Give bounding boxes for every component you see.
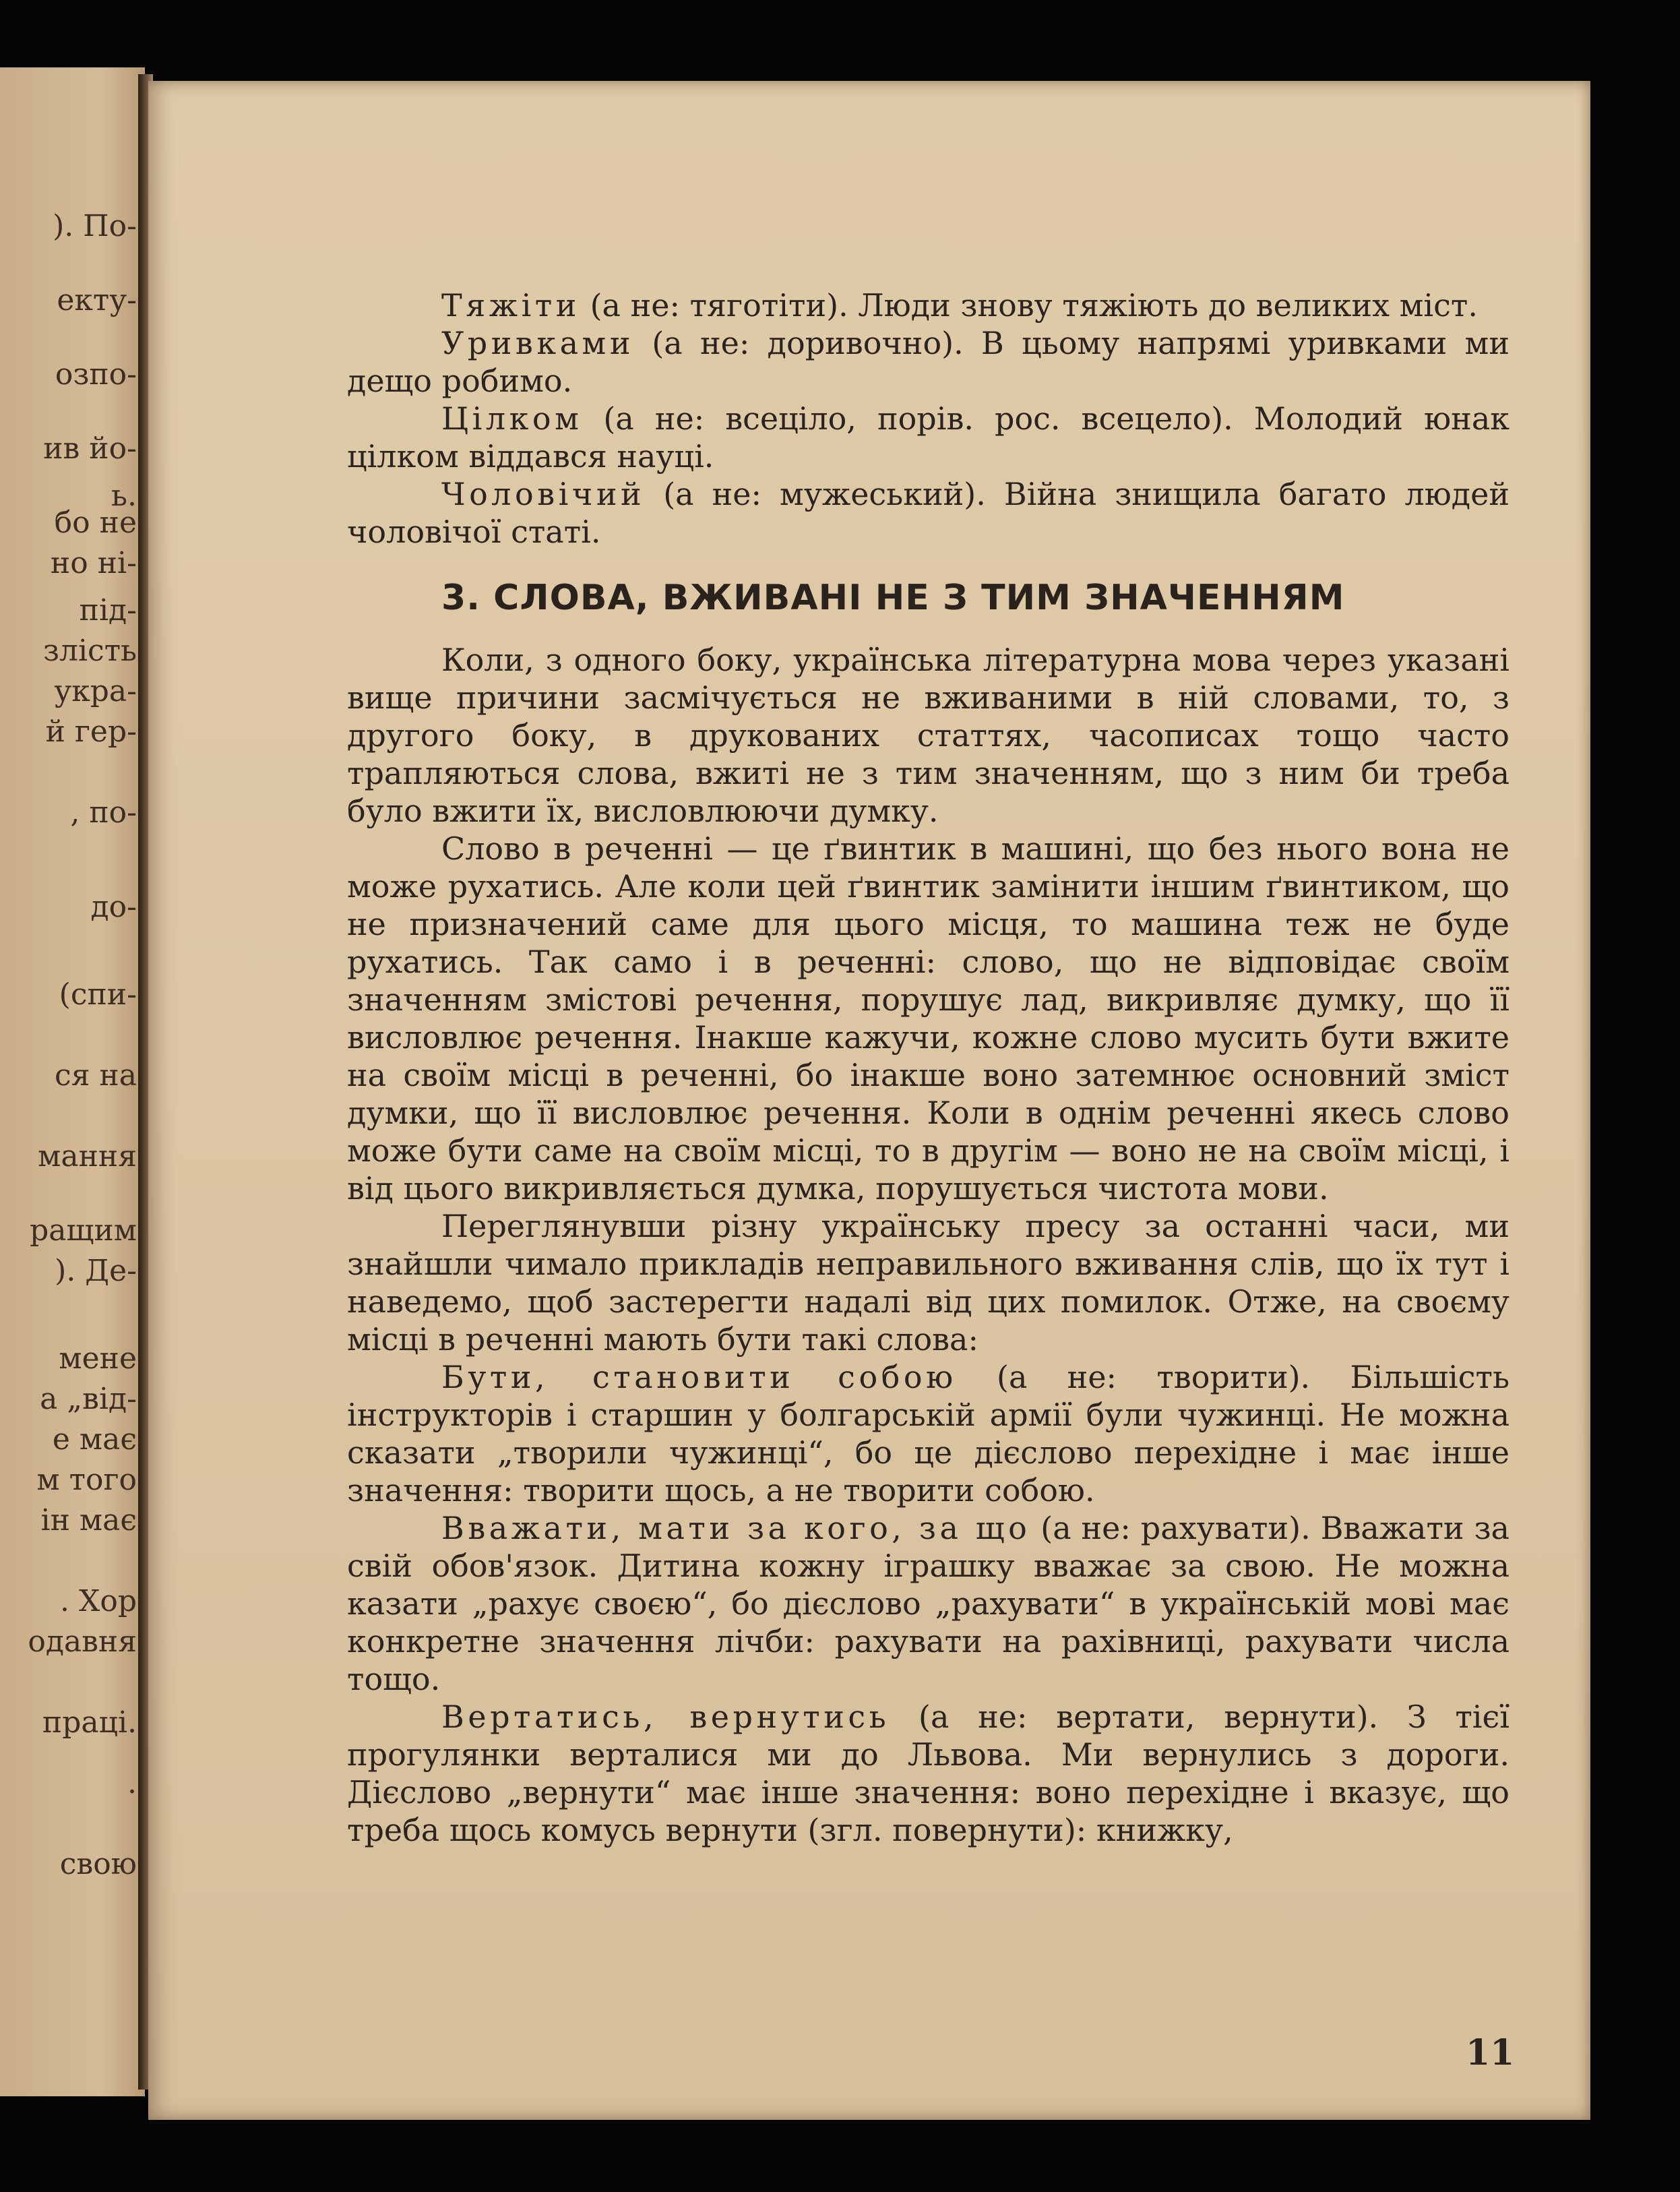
- entry-text: (а не: тяготіти). Люди знову тяжіють до великих міст.: [580, 287, 1478, 324]
- body-paragraph: Коли, з одного боку, українська літературна мова через указані вище причини засмічується не вживаними в ній словами, то, з другого боку, в друкованих статтях, часописах тощо часто трапляються слова, вжиті не з тим значенням, що з ним би треба було вжити їх, висловлюючи думку.: [347, 642, 1510, 829]
- entry-term: Вважати, мати за кого, за що: [441, 1510, 1031, 1546]
- left-page-fragment: праці.: [42, 1705, 137, 1740]
- current-page: [148, 81, 1590, 2120]
- left-page-fragment: укра-: [54, 674, 137, 708]
- entry-term: Уривками: [441, 325, 635, 361]
- left-page-fragment: ив йо-: [43, 431, 137, 466]
- dictionary-entry: [347, 1698, 1510, 1849]
- entry-text: (а не: доривочно). В цьому напрямі уривками ми дещо робимо.: [347, 325, 1510, 399]
- left-page-fragment: ін має: [40, 1503, 137, 1538]
- page-body: [347, 286, 1510, 1849]
- left-page-fragment: одавня: [28, 1624, 137, 1659]
- dictionary-entry: [347, 324, 1510, 400]
- paragraphs: [347, 641, 1510, 1358]
- entry-term: Цілком: [441, 400, 583, 437]
- left-page-fragment: ь.: [111, 479, 137, 513]
- entry-term: Чоловічий: [441, 476, 646, 512]
- section-heading: 3. СЛОВА, ВЖИВАНІ НЕ З ТИМ ЗНАЧЕННЯМ: [441, 578, 1345, 618]
- left-page-fragment: озпо-: [55, 357, 137, 392]
- left-page-fragment: . Хор: [60, 1584, 137, 1618]
- left-page-fragment: но ні-: [50, 546, 137, 580]
- dictionary-entry: [347, 475, 1510, 551]
- previous-page: [0, 67, 145, 2096]
- left-page-fragment: ). По-: [53, 209, 137, 243]
- entry-text: (а не: вертати, вернути). З тієї прогулянки верталися ми до Львова. Ми вернулись з дороги. Дієслово „вернути“ має інше значення: воно перехідне і вказує, що треба щось комусь вернути (згл. повернути): книжку,: [347, 1699, 1510, 1848]
- left-page-fragment: е має: [52, 1422, 137, 1457]
- body-paragraph: Слово в реченні — це ґвинтик в машині, що без нього вона не може рухатись. Але коли цей ґвинтик замінити іншим ґвинтиком, що не призначений саме для цього місця, то машина теж не буде рухатись. Так само і в реченні: слово, що не відповідає своїм значенням змістові речення, порушує лад, викривляє думку, що її висловлює речення. Інакше кажучи, кожне слово мусить бути вжите на своїм місці в реченні, бо інакше воно затемнює основний зміст думки, що її висловлює речення. Коли в однім реченні якесь слово може бути саме на своїм місці, то в другім — воно не на своїм місці, і від цього викривляється думка, порушується чистота мови.: [347, 830, 1510, 1207]
- entry-text: (а не: творити). Більшість інструкторів і старшин у болгарській армії були чужинці. Не можна сказати „творили чужинці“, бо це дієслово перехідне і має інше значення: творити щось, а не творити собою.: [347, 1359, 1510, 1509]
- dictionary-entry: [347, 400, 1510, 475]
- entry-term: Вертатись, вернутись: [441, 1699, 890, 1735]
- entry-term: Бути, становити собою: [441, 1359, 957, 1395]
- left-page-fragment: злість: [43, 634, 137, 668]
- page-number: 11: [1466, 2032, 1515, 2073]
- left-page-fragment: м того: [36, 1463, 137, 1497]
- left-page-fragment: свою: [59, 1847, 137, 1881]
- dictionary-entry: [347, 1509, 1510, 1698]
- entry-term: Тяжіти: [441, 287, 580, 324]
- left-page-fragment: бо не: [54, 506, 137, 540]
- left-page-fragment: мене: [59, 1341, 137, 1376]
- dictionary-entry: [347, 1358, 1510, 1509]
- left-page-fragment: .: [127, 1766, 137, 1800]
- left-page-fragment: ращим: [30, 1213, 137, 1248]
- entry-text: (а не: мужеський). Війна знищила багато людей чоловічої статі.: [347, 476, 1510, 550]
- entries-bottom: [347, 1358, 1510, 1849]
- left-page-fragment: (спи-: [59, 977, 137, 1012]
- left-page-fragment: екту-: [57, 283, 137, 317]
- left-page-fragment: й гер-: [45, 714, 137, 749]
- left-page-fragment: а „від-: [40, 1382, 137, 1416]
- left-page-fragment: до-: [90, 890, 137, 924]
- left-page-fragment: , по-: [70, 795, 137, 830]
- entries-top: [347, 286, 1510, 551]
- left-page-fragment: під-: [79, 593, 137, 628]
- left-page-fragment: ся на: [55, 1058, 137, 1093]
- body-paragraph: Переглянувши різну українську пресу за останні часи, ми знайшли чимало прикладів неправильного вживання слів, що їх тут і наведемо, щоб застерегти надалі від цих помилок. Отже, на своєму місці в реченні мають бути такі слова:: [347, 1208, 1510, 1358]
- left-page-fragment: ). Де-: [55, 1254, 137, 1288]
- dictionary-entry: [347, 286, 1510, 324]
- entry-text: (а не: рахувати). Вважати за свій обов'язок. Дитина кожну іграшку вважає за свою. Не можна казати „рахує своєю“, бо дієслово „рахувати“ в українській мові має конкретне значення лічби: рахувати на рахівниці, рахувати числа тощо.: [347, 1510, 1510, 1697]
- left-page-fragment: мання: [38, 1139, 137, 1174]
- entry-text: (а не: всеціло, порів. рос. всецело). Молодий юнак цілком віддався науці.: [347, 400, 1510, 475]
